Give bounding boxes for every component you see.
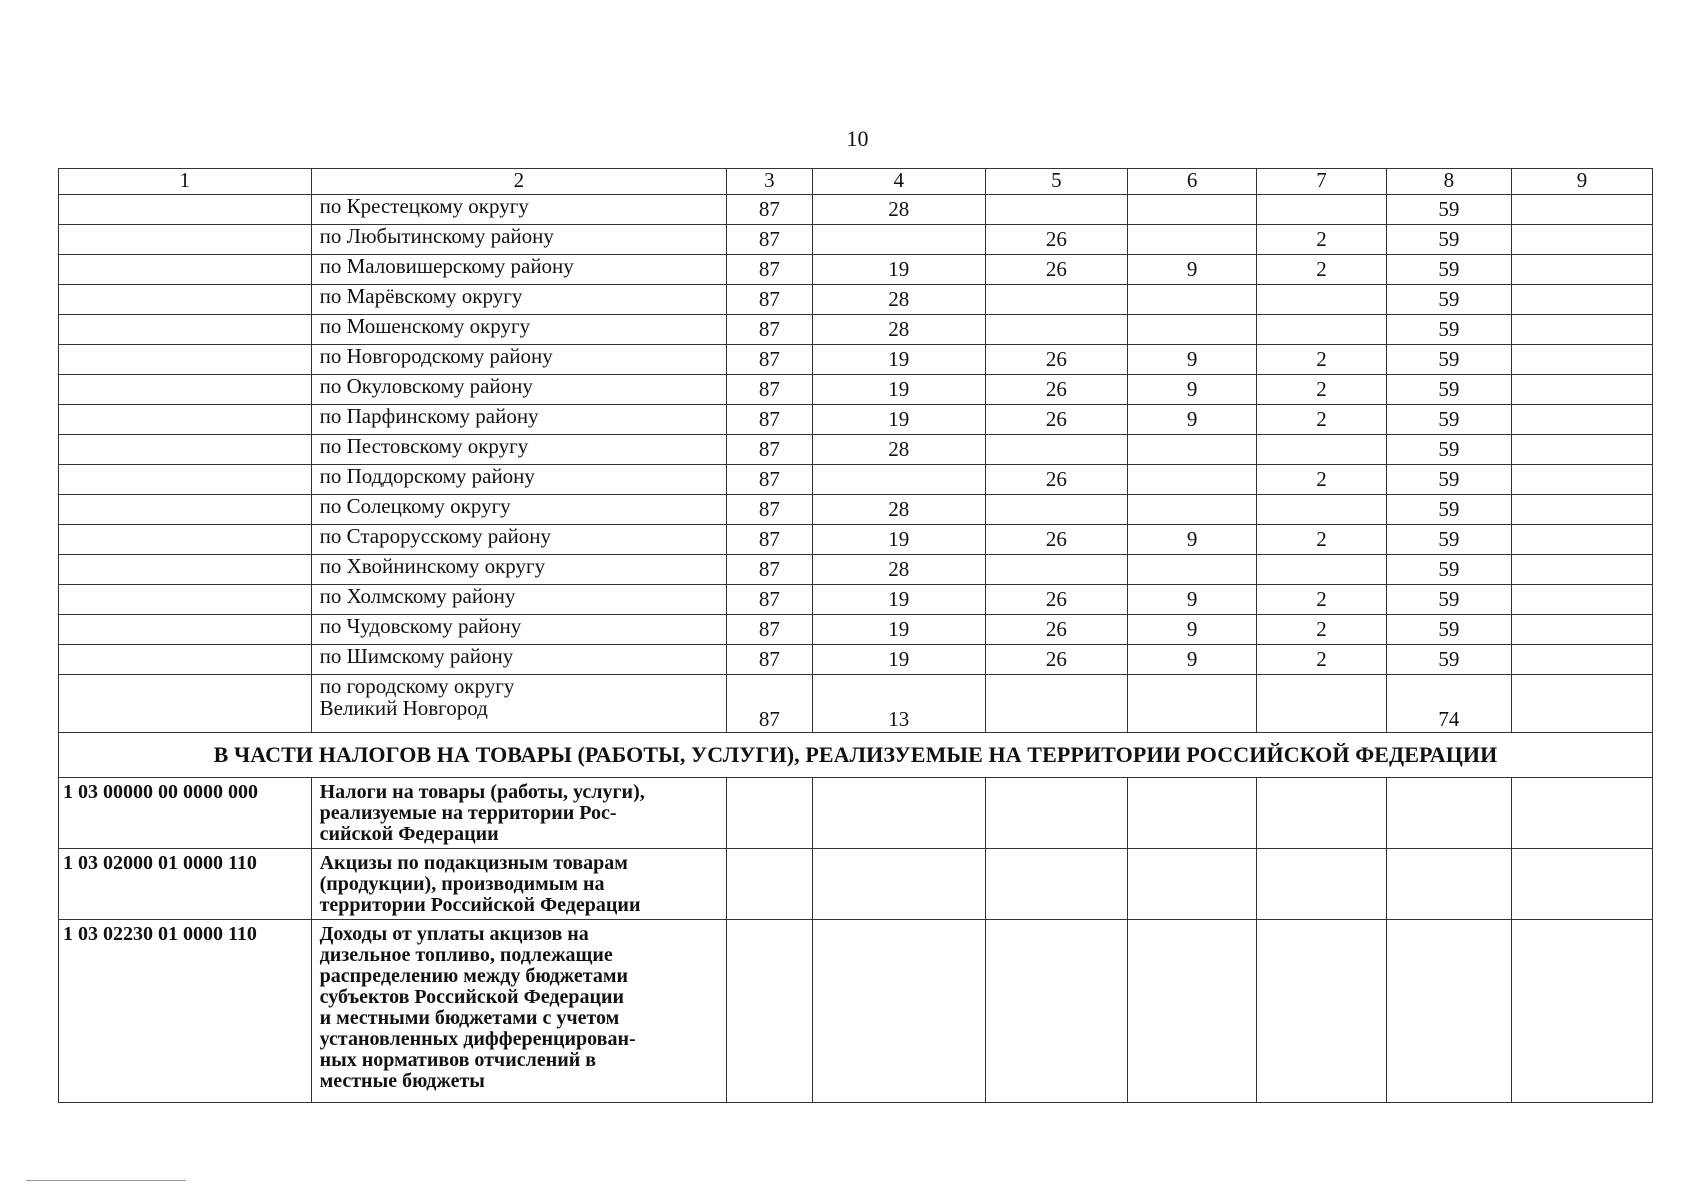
income-name [311,778,726,849]
name-line: субъектов Российской Федерации [319,986,625,1008]
value-c7: 2 [1257,375,1386,405]
value-c7: 2 [1257,345,1386,375]
value-c6: 9 [1127,345,1256,375]
value-c8: 59 [1386,435,1511,465]
value-c4: 19 [812,375,985,405]
table-row [59,465,1653,495]
value-c5 [985,849,1127,920]
value-c5 [985,555,1127,585]
value-c7: 2 [1257,615,1386,645]
value-c9 [1512,195,1653,225]
table-row [59,255,1653,285]
name-line: Великий Новгород [319,696,488,720]
value-c3: 87 [727,615,813,645]
value-c3: 87 [727,525,813,555]
name-line: (продукции), производимым на [319,873,605,895]
value-c7 [1257,849,1386,920]
table-row [59,195,1653,225]
value-c4 [812,465,985,495]
value-c8: 59 [1386,345,1511,375]
tax-row [59,849,1653,920]
value-c3 [727,778,813,849]
value-c5: 26 [985,465,1127,495]
table-row [59,225,1653,255]
value-c4 [812,849,985,920]
value-c9 [1512,315,1653,345]
value-c9 [1512,495,1653,525]
value-c9 [1512,525,1653,555]
municipality-name: по Солецкому округу [311,495,726,525]
value-c3: 87 [727,435,813,465]
value-c8: 59 [1386,645,1511,675]
value-c3: 87 [727,285,813,315]
budget-code: 1 03 02230 01 0000 110 [59,920,312,1103]
table-row [59,525,1653,555]
col-number-8: 8 [1386,169,1511,195]
value-c8: 59 [1386,585,1511,615]
value-c4: 19 [812,525,985,555]
name-line: местные бюджеты [319,1070,485,1092]
municipality-name: по Холмскому району [311,585,726,615]
code-cell [59,405,312,435]
value-c9 [1512,435,1653,465]
value-c7 [1257,435,1386,465]
municipality-name: по Новгородскому району [311,345,726,375]
name-line: сийской Федерации [319,823,499,845]
value-c6: 9 [1127,615,1256,645]
table-row [59,555,1653,585]
municipality-name: по Маловишерскому району [311,255,726,285]
col-number-3: 3 [727,169,813,195]
value-c6: 9 [1127,645,1256,675]
code-cell [59,555,312,585]
value-c7 [1257,920,1386,1103]
name-line: дизельное топливо, подлежащие [319,944,613,966]
value-c6 [1127,920,1256,1103]
value-c6 [1127,225,1256,255]
value-c5: 26 [985,645,1127,675]
value-c3: 87 [727,375,813,405]
code-cell [59,645,312,675]
value-c6: 9 [1127,375,1256,405]
value-c4: 19 [812,645,985,675]
col-number-5: 5 [985,169,1127,195]
value-c8: 59 [1386,225,1511,255]
value-c9 [1512,920,1653,1103]
municipality-name: по Старорусскому району [311,525,726,555]
value-c6: 9 [1127,255,1256,285]
table-row [59,585,1653,615]
value-c6 [1127,195,1256,225]
value-c9 [1512,375,1653,405]
municipality-name: по Окуловскому району [311,375,726,405]
col-number-2: 2 [311,169,726,195]
value-c4: 28 [812,495,985,525]
col-number-4: 4 [812,169,985,195]
value-c5 [985,435,1127,465]
col-number-6: 6 [1127,169,1256,195]
name-line: Доходы от уплаты акцизов на [319,923,589,945]
value-c7 [1257,675,1386,733]
section-heading: В ЧАСТИ НАЛОГОВ НА ТОВАРЫ (РАБОТЫ, УСЛУГИ), РЕАЛИЗУЕМЫЕ НА ТЕРРИТОРИИ РОССИЙСКОЙ ФЕДЕРАЦИИ [59,733,1653,778]
budget-code: 1 03 00000 00 0000 000 [59,778,312,849]
value-c4: 19 [812,345,985,375]
value-c4: 28 [812,195,985,225]
value-c8: 74 [1386,675,1511,733]
table-row [59,615,1653,645]
value-c3: 87 [727,495,813,525]
value-c5 [985,495,1127,525]
footer-rule [26,1180,186,1181]
table-row [59,675,1653,733]
tax-row [59,920,1653,1103]
municipality-name: по Пестовскому округу [311,435,726,465]
value-c3: 87 [727,675,813,733]
value-c4: 28 [812,285,985,315]
name-line: реализуемые на территории Рос- [319,802,617,824]
tax-row [59,778,1653,849]
value-c3 [727,920,813,1103]
municipality-name: по Мошенскому округу [311,315,726,345]
column-number-row [59,169,1653,195]
value-c7: 2 [1257,405,1386,435]
value-c5: 26 [985,255,1127,285]
value-c4 [812,225,985,255]
value-c9 [1512,645,1653,675]
municipality-name [311,675,726,733]
value-c6 [1127,495,1256,525]
value-c5 [985,920,1127,1103]
table-row [59,645,1653,675]
code-cell [59,375,312,405]
code-cell [59,255,312,285]
value-c6 [1127,465,1256,495]
municipality-name: по Любытинскому району [311,225,726,255]
value-c3: 87 [727,345,813,375]
value-c3 [727,849,813,920]
value-c7 [1257,315,1386,345]
value-c6 [1127,675,1256,733]
value-c7: 2 [1257,645,1386,675]
table-row [59,435,1653,465]
municipality-name: по Поддорскому району [311,465,726,495]
code-cell [59,465,312,495]
value-c9 [1512,225,1653,255]
value-c3: 87 [727,585,813,615]
municipality-name: по Крестецкому округу [311,195,726,225]
col-number-9: 9 [1512,169,1653,195]
value-c4: 19 [812,255,985,285]
name-line: Налоги на товары (работы, услуги), [319,781,645,803]
value-c7 [1257,555,1386,585]
value-c5: 26 [985,345,1127,375]
value-c3: 87 [727,405,813,435]
value-c8: 59 [1386,525,1511,555]
value-c8: 59 [1386,195,1511,225]
name-line: ных нормативов отчислений в [319,1049,597,1071]
value-c8: 59 [1386,615,1511,645]
value-c5 [985,315,1127,345]
value-c4: 19 [812,405,985,435]
table-row [59,495,1653,525]
value-c7: 2 [1257,465,1386,495]
page-number: 10 [846,126,869,151]
distribution-table [58,168,1653,1103]
municipality-name: по Шимскому району [311,645,726,675]
name-line: по городскому округу [319,674,515,698]
value-c9 [1512,555,1653,585]
value-c6: 9 [1127,525,1256,555]
value-c5: 26 [985,225,1127,255]
value-c9 [1512,849,1653,920]
value-c6 [1127,315,1256,345]
value-c7: 2 [1257,585,1386,615]
municipality-name: по Марёвскому округу [311,285,726,315]
table-row [59,405,1653,435]
budget-code: 1 03 02000 01 0000 110 [59,849,312,920]
name-line: Акцизы по подакцизным товарам [319,852,628,874]
code-cell [59,345,312,375]
value-c7 [1257,285,1386,315]
value-c3: 87 [727,645,813,675]
value-c9 [1512,465,1653,495]
value-c8: 59 [1386,375,1511,405]
income-name [311,920,726,1103]
code-cell [59,285,312,315]
municipality-name: по Парфинскому району [311,405,726,435]
value-c4 [812,920,985,1103]
value-c8: 59 [1386,255,1511,285]
value-c5: 26 [985,375,1127,405]
value-c6 [1127,285,1256,315]
value-c6 [1127,849,1256,920]
municipality-name: по Чудовскому району [311,615,726,645]
income-name [311,849,726,920]
value-c9 [1512,778,1653,849]
value-c7: 2 [1257,225,1386,255]
value-c4: 19 [812,585,985,615]
table-row [59,345,1653,375]
code-cell [59,195,312,225]
value-c3: 87 [727,255,813,285]
value-c6 [1127,778,1256,849]
value-c4: 28 [812,555,985,585]
table-body [59,169,1653,1103]
name-line: распределению между бюджетами [319,965,628,987]
value-c7: 2 [1257,525,1386,555]
value-c5: 26 [985,585,1127,615]
value-c5 [985,778,1127,849]
value-c9 [1512,345,1653,375]
value-c7 [1257,495,1386,525]
value-c7 [1257,195,1386,225]
name-line: установленных дифференцирован- [319,1028,636,1050]
name-line: и местными бюджетами с учетом [319,1007,620,1029]
value-c8: 59 [1386,495,1511,525]
name-line: территории Российской Федерации [319,894,641,916]
section-heading-row [59,733,1653,778]
code-cell [59,525,312,555]
value-c8 [1386,849,1511,920]
municipality-name: по Хвойнинскому округу [311,555,726,585]
code-cell [59,315,312,345]
value-c8: 59 [1386,315,1511,345]
value-c8: 59 [1386,285,1511,315]
value-c4: 19 [812,615,985,645]
value-c9 [1512,615,1653,645]
value-c6 [1127,555,1256,585]
value-c8 [1386,920,1511,1103]
table-row [59,315,1653,345]
value-c9 [1512,405,1653,435]
table-row [59,375,1653,405]
value-c5 [985,195,1127,225]
value-c5 [985,285,1127,315]
value-c9 [1512,255,1653,285]
value-c4: 28 [812,315,985,345]
value-c3: 87 [727,315,813,345]
value-c9 [1512,585,1653,615]
col-number-1: 1 [59,169,312,195]
value-c6: 9 [1127,405,1256,435]
value-c3: 87 [727,465,813,495]
value-c8 [1386,778,1511,849]
value-c7 [1257,778,1386,849]
value-c5: 26 [985,525,1127,555]
code-cell [59,615,312,645]
code-cell [59,435,312,465]
value-c8: 59 [1386,465,1511,495]
value-c4: 13 [812,675,985,733]
col-number-7: 7 [1257,169,1386,195]
code-cell [59,585,312,615]
value-c9 [1512,675,1653,733]
code-cell [59,225,312,255]
value-c3: 87 [727,195,813,225]
value-c5: 26 [985,405,1127,435]
table-row [59,285,1653,315]
value-c5 [985,675,1127,733]
value-c8: 59 [1386,555,1511,585]
value-c7: 2 [1257,255,1386,285]
value-c5: 26 [985,615,1127,645]
value-c3: 87 [727,555,813,585]
value-c8: 59 [1386,405,1511,435]
code-cell [59,495,312,525]
value-c6 [1127,435,1256,465]
code-cell [59,675,312,733]
value-c4 [812,778,985,849]
value-c4: 28 [812,435,985,465]
value-c6: 9 [1127,585,1256,615]
value-c3: 87 [727,225,813,255]
value-c9 [1512,285,1653,315]
